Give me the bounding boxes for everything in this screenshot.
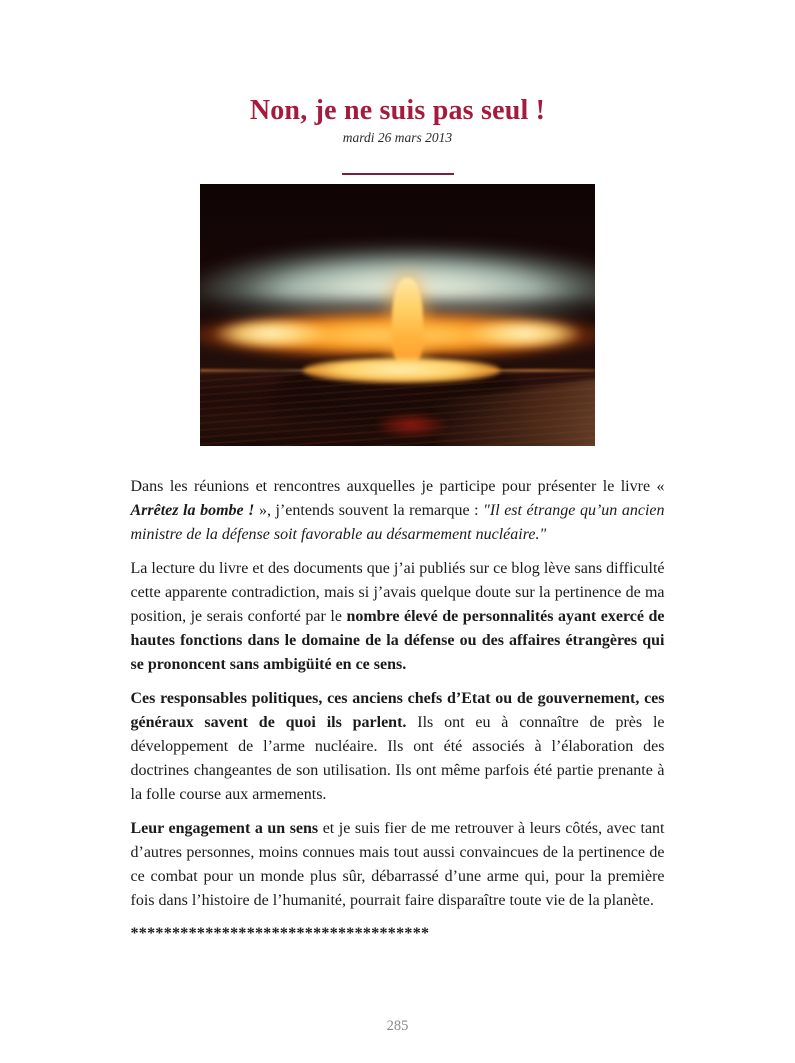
fire-flare-right [465, 318, 584, 349]
nuclear-explosion-photo [200, 184, 595, 446]
bold-text-run: Leur engagement a un sens [130, 819, 319, 837]
bold-text-run: Ces responsables politiques, ces anciens chefs d’Etat ou de gouvernement, ces généraux savent de quoi ils parlent. [130, 689, 665, 731]
paragraph-4 [131, 817, 665, 914]
paragraph-3 [131, 687, 665, 808]
text-run: », j’entends souvent la remarque : [254, 502, 484, 520]
asterisk-divider: ************************************ [130, 925, 430, 943]
fire-flare-left [212, 318, 331, 349]
fire-column [392, 278, 424, 364]
text-run: La lecture du livre et des documents que j’ai publiés sur ce blog lève sans difficulté cette apparente contradiction, mais si j’avais quelque doute sur la pertinence de ma position, je serais conforté par le [130, 559, 665, 626]
text-run: Ils ont eu à connaître de près le développement de l’arme nucléaire. Ils ont été associés à l’élaboration des doctrines changeantes de son utilisation. Ils ont même parfois été partie prenante à la folle course aux armements. [130, 713, 665, 804]
text-run: Dans les réunions et rencontres auxquelles je participe pour présenter le livre « [130, 478, 665, 495]
page-number: 285 [386, 1018, 409, 1034]
post-date: mardi 26 mars 2013 [342, 130, 453, 145]
bold-text-run: nombre élevé de personnalités ayant exercé de hautes fonctions dans le domaine de la défense ou des affaires étrangères qui se prononcent sans ambigüité en ce sens. [130, 608, 665, 674]
paragraph-2 [131, 557, 665, 678]
red-glow [374, 412, 449, 438]
separator-line [342, 173, 454, 175]
paragraph-1 [131, 475, 665, 548]
book-title-text-run: Arrêtez la bombe ! [130, 502, 255, 520]
quote-text-run: "Il est étrange qu’un ancien ministre de la défense soit favorable au désarmement nucléaire." [130, 502, 665, 544]
text-run: et je suis fier de me retrouver à leurs côtés, avec tant d’autres personnes, moins connues mais tout aussi convaincues de la pertinence de ce combat pour un monde plus sûr, débarrassé d’une arme qui, pour la première fois dans l’histoire de l’humanité, pourrait faire disparaître toute vie de la planète. [130, 819, 665, 910]
article-body [131, 475, 665, 947]
base-surge-cloud [303, 358, 501, 383]
page-title: Non, je ne suis pas seul ! [249, 95, 546, 126]
